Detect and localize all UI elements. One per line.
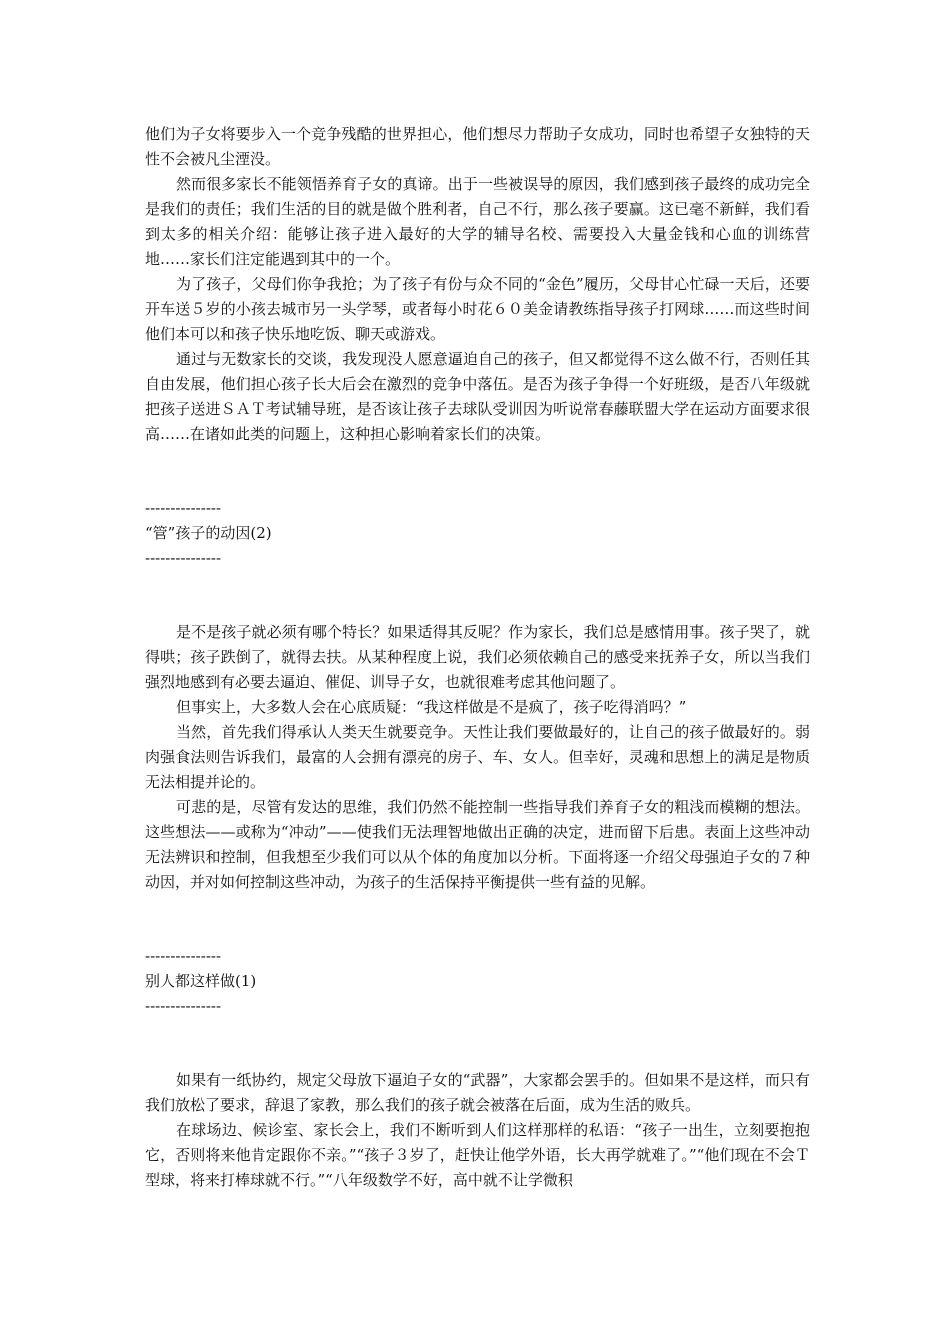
- paragraph: 如果有一纸协约，规定父母放下逼迫子女的“武器”，大家都会罢手的。但如果不是这样，而只有我们放松了要求，辞退了家教，那么我们的孩子就会被落在后面，成为生活的败兵。: [145, 1071, 810, 1114]
- paragraph: 通过与无数家长的交谈，我发现没人愿意逼迫自己的孩子，但又都觉得不这么做不行，否则任其自由发展，他们担心孩子长大后会在激烈的竞争中落伍。是否为孩子争得一个好班级，是否八年级就把孩子送进ＳＡＴ考试辅导班，是否该让孩子去球队受训因为听说常春藤联盟大学在运动方面要求很高……在诸如此类的问题上，这种担心影响着家长们的决策。: [145, 350, 810, 443]
- paragraph: 在球场边、候诊室、家长会上，我们不断听到人们这样那样的私语：“孩子一出生，立刻要抱抱它，否则将来他肯定跟你不亲。”“孩子３岁了，赶快让他学外语，长大再学就难了。”“他们现在不会Ｔ型球，将来打棒球就不行。”“八年级数学不好，高中就不让学微积: [145, 1121, 810, 1189]
- paragraph: 他们为子女将要步入一个竞争残酷的世界担心，他们想尽力帮助子女成功，同时也希望子女独特的天性不会被凡尘湮没。: [145, 125, 810, 168]
- section-spacer: [145, 447, 810, 496]
- section-divider: ---------------: [145, 997, 222, 1015]
- paragraph: 当然，首先我们得承认人类天生就要竞争。天性让我们要做最好的，让自己的孩子做最好的。弱肉强食法则告诉我们，最富的人会拥有漂亮的房子、车、女人。但幸好，灵魂和思想上的满足是物质无法相提并论的。: [145, 723, 810, 791]
- section-spacer: [145, 571, 810, 620]
- section-spacer: [145, 1019, 810, 1068]
- paragraph: 可悲的是，尽管有发达的思维，我们仍然不能控制一些指导我们养育子女的粗浅而模糊的想法。这些想法——或称为“冲动”——使我们无法理智地做出正确的决定，进而留下后患。表面上这些冲动无法辨识和控制，但我想至少我们可以从个体的角度加以分析。下面将逐一介绍父母强迫子女的７种动因，并对如何控制这些冲动，为孩子的生活保持平衡提供一些有益的见解。: [145, 798, 810, 891]
- section-heading: “管”孩子的动因(2): [145, 524, 272, 542]
- paragraph: 为了孩子，父母们你争我抢；为了孩子有份与众不同的“金色”履历，父母甘心忙碌一天后，还要开车送５岁的小孩去城市另一头学琴，或者每小时花６０美金请教练指导孩子打网球……而这些时间他们本可以和孩子快乐地吃饭、聊天或游戏。: [145, 275, 810, 343]
- section-divider: ---------------: [145, 947, 222, 965]
- section-divider: ---------------: [145, 549, 222, 567]
- paragraph: 但事实上，大多数人会在心底质疑：“我这样做是不是疯了，孩子吃得消吗？”: [176, 698, 687, 716]
- paragraph: 然而很多家长不能领悟养育子女的真谛。出于一些被误导的原因，我们感到孩子最终的成功完全是我们的责任；我们生活的目的就是做个胜利者，自己不行，那么孩子要赢。这已毫不新鲜，我们看到太多的相关介绍：能够让孩子进入最好的大学的辅导名校、需要投入大量金钱和心血的训练营地……家长们注定能遇到其中的一个。: [145, 175, 810, 268]
- section-heading: 别人都这样做(1): [145, 972, 257, 990]
- section-spacer: [145, 895, 810, 944]
- paragraph: 是不是孩子就必须有哪个特长？如果适得其反呢？作为家长，我们总是感情用事。孩子哭了，就得哄；孩子跌倒了，就得去扶。从某种程度上说，我们必须依赖自己的感受来抚养子女，所以当我们强烈地感到有必要去逼迫、催促、训导子女，也就很难考虑其他问题了。: [145, 623, 810, 691]
- document-page: [145, 122, 810, 1193]
- section-divider: ---------------: [145, 499, 222, 517]
